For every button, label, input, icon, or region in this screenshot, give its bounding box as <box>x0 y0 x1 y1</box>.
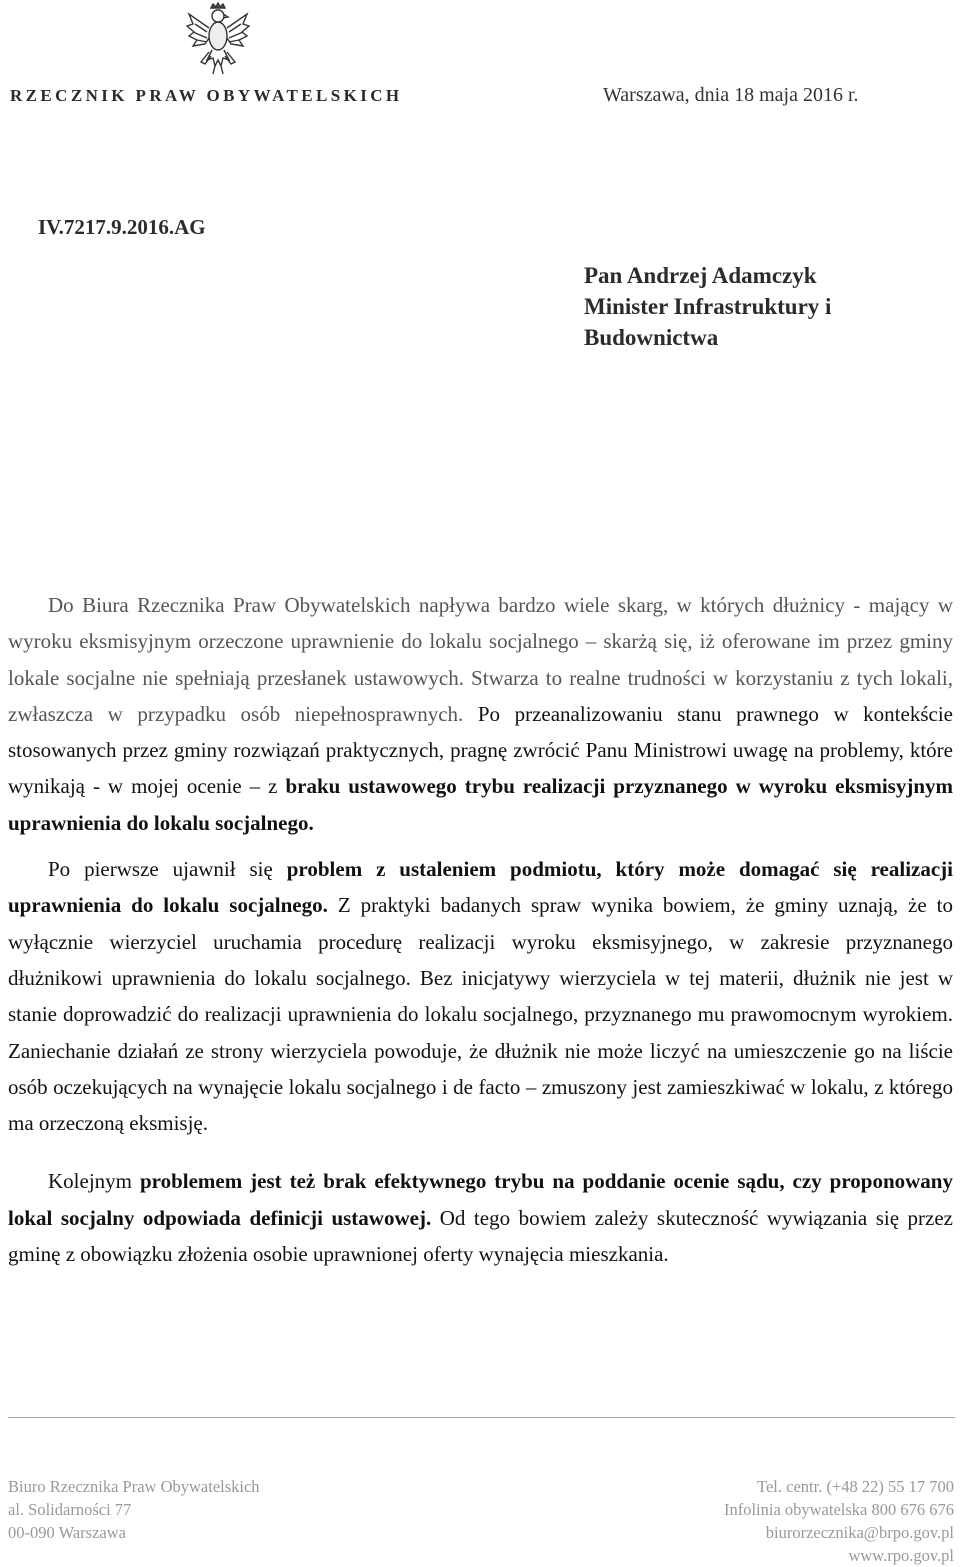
polish-eagle-emblem-icon <box>185 2 251 76</box>
addressee-line: Minister Infrastruktury i <box>584 294 832 319</box>
paragraph-3 <box>8 1163 953 1272</box>
addressee-block <box>584 260 831 353</box>
reference-number: IV.7217.9.2016.AG <box>38 215 206 239</box>
paragraph-2-bold: problem z ustaleniem podmiotu, który może domagać się realizacji uprawnienia do lokalu socjalnego. <box>8 857 953 918</box>
footer-address-line: Biuro Rzecznika Praw Obywatelskich <box>8 1477 260 1496</box>
institution-name: RZECZNIK PRAW OBYWATELSKICH <box>10 86 403 105</box>
paragraph-2-text-a: Po pierwsze ujawnił się <box>48 857 287 882</box>
footer-phone: Tel. centr. (+48 22) 55 17 700 <box>757 1477 954 1496</box>
addressee-line: Budownictwa <box>584 325 719 350</box>
paragraph-1-text-b: Po przeanalizowaniu stanu prawnego w kontekście stosowanych przez gminy rozwiązań praktycznych, pragnę zwrócić Panu Ministrowi uwagę na problemy, które wynikają - w mojej ocenie – z <box>8 701 953 799</box>
paragraph-1-text-a: Do Biura Rzecznika Praw Obywatelskich napływa bardzo wiele skarg, w których dłużnicy - mający w wyroku eksmisyjnym orzeczone uprawnienie do lokalu socjalnego – skarżą się, iż oferowane im przez gminy lokale socjalne nie spełniają przesłanek ustawowych. Stwarza to realne trudności w korzystaniu z tych lokali, zwłaszcza w przypadku osób niepełnosprawnych. <box>8 593 953 726</box>
addressee-line: Pan Andrzej Adamczyk <box>584 263 817 288</box>
letter-date: Warszawa, dnia 18 maja 2016 r. <box>603 84 859 106</box>
letter-body <box>8 587 953 1272</box>
footer-email: biurorzecznika@brpo.gov.pl <box>765 1523 954 1542</box>
footer-address-line: al. Solidarności 77 <box>8 1500 132 1519</box>
footer-hotline: Infolinia obywatelska 800 676 676 <box>723 1500 954 1519</box>
footer-divider <box>8 1417 955 1418</box>
paragraph-1 <box>8 587 953 841</box>
paragraph-2 <box>8 851 953 1141</box>
paragraph-1-bold: braku ustawowego trybu realizacji przyznanego w wyroku eksmisyjnym uprawnienia do lokalu socjalnego. <box>8 774 954 835</box>
footer-website: www.rpo.gov.pl <box>848 1546 954 1565</box>
paragraph-2-text-c: Z praktyki badanych spraw wynika bowiem, że gminy uznają, że to wyłącznie wierzyciel uruchamia procedurę realizacji wyroku eksmisyjnego, w zakresie przyznanego dłużnikowi uprawnienia do lokalu socjalnego. Bez inicjatywy wierzyciela w tej materii, dłużnik nie jest w stanie doprowadzić do realizacji uprawnienia do lokalu socjalnego, przyznanego mu prawomocnym wyrokiem. Zaniechanie działań ze strony wierzyciela powoduje, że dłużnik nie może liczyć na umieszczenie go na liście osób oczekujących na wynajęcie lokalu socjalnego i de facto – zmuszony jest zamieszkiwać w lokalu, z którego ma orzeczoną eksmisję. <box>8 893 953 1136</box>
footer-address <box>8 1475 260 1544</box>
footer-contact <box>724 1475 954 1567</box>
footer-address-line: 00-090 Warszawa <box>8 1523 126 1542</box>
paragraph-3-text-a: Kolejnym <box>48 1169 140 1194</box>
paragraph-3-bold: problemem jest też brak efektywnego trybu na poddanie ocenie sądu, czy proponowany lokal socjalny odpowiada definicji ustawowej. <box>8 1169 953 1230</box>
paragraph-3-text-c: Od tego bowiem zależy skuteczność wywiązania się przez gminę z obowiązku złożenia osobie uprawnionej oferty wynajęcia mieszkania. <box>8 1205 953 1267</box>
